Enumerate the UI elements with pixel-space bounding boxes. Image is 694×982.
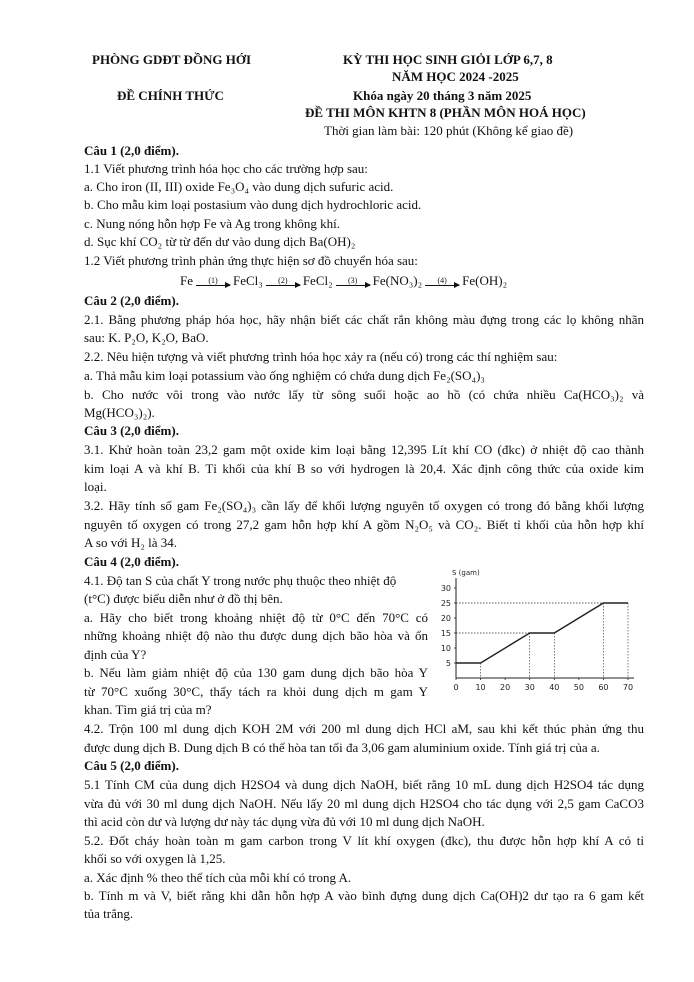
org-name: PHÒNG GDĐT ĐỒNG HỚI bbox=[92, 52, 252, 67]
official-status: ĐỀ CHÍNH THỨC bbox=[117, 88, 224, 103]
q4-line: 4.2. Trộn 100 ml dung dịch KOH 2M với 200 ml dung dịch HCl aM, sau khi kết thúc phản ứng thu bbox=[84, 721, 644, 736]
q3-line: kim loại A và khí B. Tỉ khối của khí B so với hydrogen là 20,4. Xác định công thức của oxide kim bbox=[84, 461, 644, 476]
q2-line: 2.2. Nêu hiện tượng và viết phương trình hóa học xảy ra (nếu có) trong các thí nghiệm sau: bbox=[84, 349, 558, 364]
q4-line: a. Hãy cho biết trong khoảng nhiệt độ từ 0°C đến 70°C có bbox=[84, 610, 428, 625]
q1-b: b. Cho mẫu kim loại postasium vào dung dịch hydrochloric acid. bbox=[84, 197, 422, 212]
q5-line: a. Xác định % theo thể tích của mỗi khí có trong A. bbox=[84, 870, 352, 885]
q4-line: những khoảng nhiệt độ nào thu được dung dịch bão hòa và ổn bbox=[84, 628, 428, 643]
q3-title: Câu 3 (2,0 điểm). bbox=[84, 423, 179, 438]
q3-line: loại. bbox=[84, 479, 107, 494]
q4-line: từ 70°C xuống 30°C, thấy tách ra khỏi dung dịch m gam Y bbox=[84, 684, 428, 699]
time-limit: Thời gian làm bài: 120 phút (Không kể giao đề) bbox=[324, 123, 574, 138]
q3-line: nguyên tố oxygen có trong 27,2 gam hỗn hợp khí A gồm N₂O₅ và CO₂. Biết tỉ khối của hỗn hợp khí bbox=[84, 517, 644, 532]
chain-arrow: (2) bbox=[266, 277, 300, 286]
q3-line: 3.1. Khử hoàn toàn 23,2 gam một oxide kim loại bằng 12,395 Lít khí CO (đkc) ở nhiệt độ cao thành bbox=[84, 442, 644, 457]
chain-arrow: (1) bbox=[196, 277, 230, 286]
x-tick-label: 10 bbox=[475, 683, 486, 692]
solubility-chart bbox=[432, 566, 642, 706]
exam-date: Khóa ngày 20 tháng 3 năm 2025 bbox=[353, 88, 532, 103]
q4-line: (t°C) được biểu diễn như ở đồ thị bên. bbox=[84, 591, 283, 606]
x-tick-label: 20 bbox=[500, 683, 511, 692]
chain-species: Fe(OH)₂ bbox=[462, 273, 508, 288]
q5-line: khối so với oxygen là 1,25. bbox=[84, 851, 226, 866]
x-tick-label: 40 bbox=[549, 683, 560, 692]
q2-title: Câu 2 (2,0 điểm). bbox=[84, 293, 179, 308]
chain-species: FeCl₃ bbox=[233, 273, 263, 288]
chain-species: FeCl₂ bbox=[302, 273, 333, 288]
q1-c: c. Nung nóng hỗn hợp Fe và Ag trong không khí. bbox=[84, 216, 341, 231]
q1-d: d. Sục khí CO₂ từ từ đến dư vào dung dịch Ba(OH)₂ bbox=[84, 234, 356, 249]
q1-part1: 1.1 Viết phương trình hóa học cho các trường hợp sau: bbox=[84, 161, 368, 176]
q1-part2: 1.2 Viết phương trình phản ứng thực hiện sơ đồ chuyển hóa sau: bbox=[84, 253, 418, 268]
q3-line: A so với H₂ là 34. bbox=[84, 535, 178, 550]
x-tick-label: 30 bbox=[524, 683, 535, 692]
q4-title: Câu 4 (2,0 điểm). bbox=[84, 554, 179, 569]
q4-line: định của Y? bbox=[84, 647, 147, 662]
q5-line: 5.1 Tính CM của dung dịch H2SO4 và dung dịch NaOH, biết rằng 10 mL dung dịch H2SO4 tác dụng bbox=[84, 777, 644, 792]
y-tick-label: 30 bbox=[440, 584, 451, 593]
q4-line: b. Nếu làm giảm nhiệt độ của 130 gam dung dịch bão hòa Y bbox=[84, 665, 428, 680]
q2-line: sau: K. P₂O, K₂O, BaO. bbox=[84, 330, 209, 345]
q4-line: khan. Tìm giá trị của m? bbox=[84, 702, 212, 717]
q5-line: thì acid còn dư và lượng dư này tác dụng vừa đủ với 10 ml dung dịch NaOH. bbox=[84, 814, 485, 829]
q1-title: Câu 1 (2,0 điểm). bbox=[84, 143, 179, 158]
y-tick-label: 5 bbox=[445, 659, 451, 668]
q2-line: Mg(HCO₃)₂). bbox=[84, 405, 155, 420]
chain-arrow: (3) bbox=[336, 277, 370, 286]
y-tick-label: 25 bbox=[440, 599, 451, 608]
y-tick-label: 10 bbox=[440, 644, 451, 653]
q5-line: b. Tính m và V, biết rằng khi dẫn hỗn hợp A vào bình đựng dung dịch Ca(OH)2 dư tạo ra 6 gam kết bbox=[84, 888, 644, 903]
q2-line: 2.1. Bằng phương pháp hóa học, hãy nhận biết các chất rắn không màu đựng trong các lọ không nhãn bbox=[84, 312, 644, 327]
chain-species: Fe bbox=[180, 273, 193, 288]
x-tick-label: 50 bbox=[573, 683, 584, 692]
chain-arrow: (4) bbox=[425, 277, 459, 286]
school-year: NĂM HỌC 2024 -2025 bbox=[392, 69, 519, 84]
y-tick-label: 15 bbox=[440, 629, 451, 638]
exam-title: KỲ THI HỌC SINH GIỎI LỚP 6,7, 8 bbox=[343, 52, 553, 67]
x-tick-label: 60 bbox=[598, 683, 609, 692]
y-tick-label: 20 bbox=[440, 614, 451, 623]
q5-line: vừa đủ với 30 ml dung dịch NaOH. Nếu lấy 20 ml dung dịch H2SO4 cho tác dụng với 2,5 gam CaCO3 bbox=[84, 796, 644, 811]
conversion-chain bbox=[180, 271, 507, 291]
q4-line: 4.1. Độ tan S của chất Y trong nước phụ thuộc theo nhiệt độ bbox=[84, 573, 397, 588]
q2-line: b. Cho nước vôi trong vào nước lấy từ sông suối hoặc ao hồ (có chứa nhiều Ca(HCO₃)₂ và bbox=[84, 387, 644, 402]
subject-title: ĐỀ THI MÔN KHTN 8 (PHẦN MÔN HOÁ HỌC) bbox=[305, 105, 586, 120]
y-axis-label: S (gam) bbox=[452, 569, 480, 577]
q3-line: 3.2. Hãy tính số gam Fe₂(SO₄)₃ cần lấy để khối lượng nguyên tố oxygen có trong đó bằng khối lượng bbox=[84, 498, 644, 513]
x-tick-label: 70 bbox=[622, 683, 634, 692]
q5-title: Câu 5 (2,0 điểm). bbox=[84, 758, 179, 773]
chain-species: Fe(NO₃)₂ bbox=[372, 273, 423, 288]
q2-line: a. Thả mẫu kim loại potassium vào ống nghiệm có chứa dung dịch Fe₂(SO₄)₃ bbox=[84, 368, 485, 383]
q1-a: a. Cho iron (II, III) oxide Fe₃O₄ vào dung dịch sufuric acid. bbox=[84, 179, 394, 194]
q5-line: tủa trắng. bbox=[84, 906, 134, 921]
q5-line: 5.2. Đốt cháy hoàn toàn m gam carbon trong V lít khí oxygen (đkc), thu được hỗn hợp khí A có tỉ bbox=[84, 833, 644, 848]
solubility-line bbox=[456, 603, 628, 663]
x-tick-label: 0 bbox=[453, 683, 459, 692]
q4-line: được dung dịch B. Dung dịch B có thể hòa tan tối đa 3,06 gam aluminium oxide. Tính giá trị của a. bbox=[84, 740, 600, 755]
